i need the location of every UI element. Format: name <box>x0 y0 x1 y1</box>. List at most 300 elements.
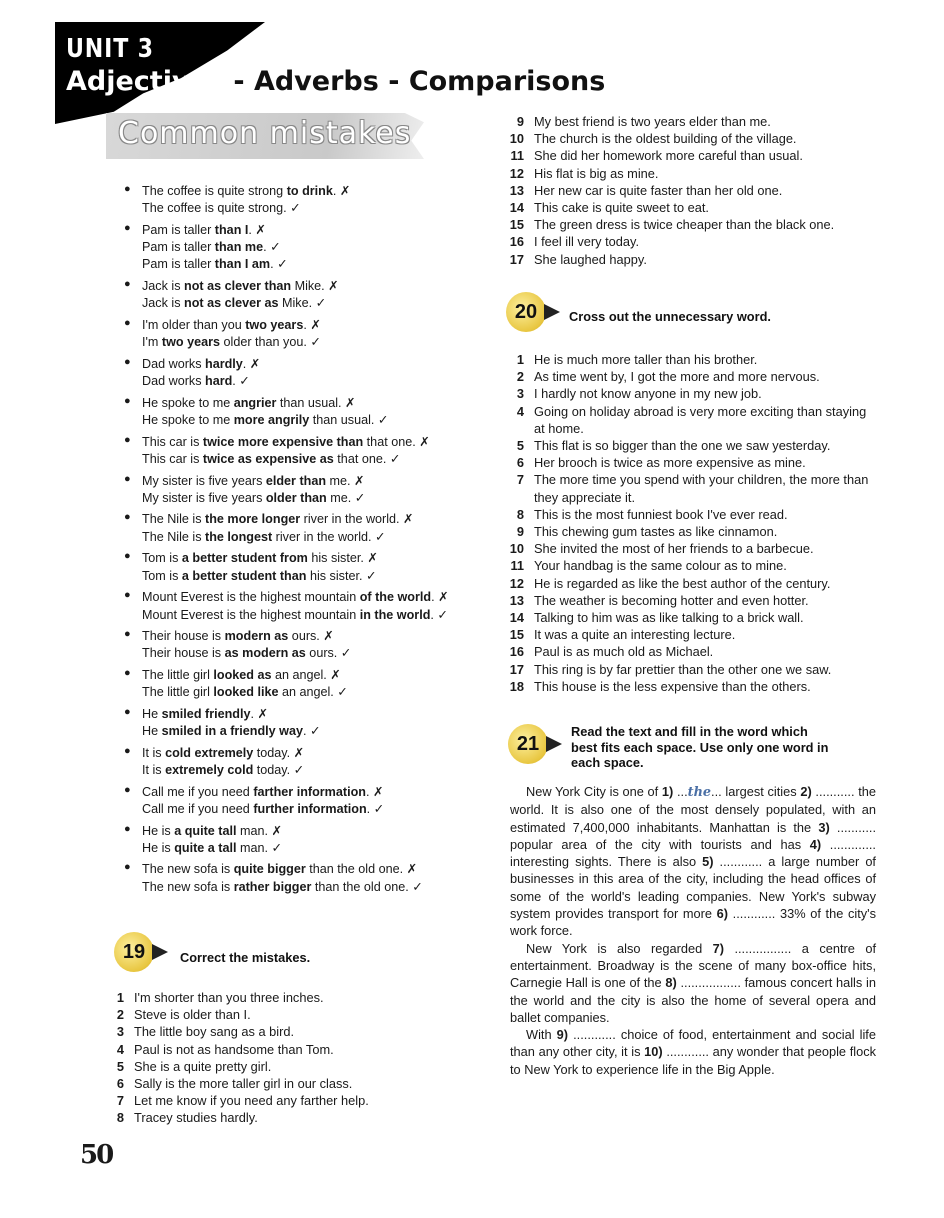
exercise-21-title-line2: best fits each space. Use only one word in <box>571 739 829 755</box>
list-item <box>506 113 886 130</box>
mistake-text: than usual. ✗ <box>276 395 356 410</box>
mistake-text: older than <box>265 490 327 505</box>
bullet-icon: ● <box>124 783 131 796</box>
mistake-line <box>142 745 494 762</box>
item-text: She did her homework more careful than usual. <box>534 148 803 164</box>
item-number: 8 <box>116 1110 124 1126</box>
list-item <box>506 368 880 385</box>
mistake-text: He spoke to me <box>142 413 234 428</box>
exercise-21-text <box>510 783 876 1078</box>
mistake-line <box>142 801 494 818</box>
text-span: New York City is one of <box>526 784 662 799</box>
item-number: 9 <box>516 524 524 540</box>
gap-number: 2) <box>800 784 812 799</box>
mistake-text: today. ✓ <box>253 763 305 778</box>
item-text: I'm shorter than you three inches. <box>134 990 324 1005</box>
mistake-text: I'm <box>142 335 162 350</box>
mistake-text: . ✓ <box>303 724 321 739</box>
bullet-icon: ● <box>124 550 131 563</box>
mistake-text: man. ✗ <box>236 823 283 838</box>
mistake-text: This car is <box>142 451 203 466</box>
text-span: New York is also regarded <box>526 940 713 956</box>
bullet-icon: ● <box>124 394 131 407</box>
mistake-text: looked as <box>213 667 272 682</box>
list-item <box>506 130 886 147</box>
exercise-19-list <box>106 989 486 1127</box>
item-text: This ring is by far prettier than the other one we saw. <box>534 661 832 677</box>
item-number: 1 <box>516 352 524 367</box>
gap-number: 9) <box>556 1027 569 1043</box>
mistake-text: quite bigger <box>233 862 306 877</box>
item-number: 2 <box>116 1007 124 1023</box>
gap-number: 7) <box>712 940 725 956</box>
mistake-text: of the world <box>359 590 432 605</box>
item-text: She laughed happy. <box>534 251 647 267</box>
mistake-line <box>142 628 494 645</box>
mistake-text: a quite tall <box>174 823 237 838</box>
item-text: This flat is so bigger than the one we saw yesterday. <box>534 438 831 454</box>
mistake-text: further information <box>253 801 367 816</box>
mistake-line <box>142 183 494 200</box>
text-span: ............ 33% of the city's work force. <box>510 906 876 939</box>
mistake-text: quite a tall <box>174 840 237 855</box>
item-text: I feel ill very today. <box>534 234 640 250</box>
mistake-item <box>124 278 494 313</box>
item-text: The church is the oldest building of the village. <box>534 131 797 147</box>
mistake-text: me. ✗ <box>326 473 365 488</box>
mistake-line <box>142 589 494 606</box>
mistake-text: The little girl <box>142 667 214 682</box>
item-text: Her new car is quite faster than her old one. <box>534 182 783 198</box>
gap-number: 5) <box>702 854 714 870</box>
item-number: 4 <box>516 403 524 419</box>
mistake-text: an angel. ✗ <box>271 667 341 682</box>
item-number: 14 <box>509 610 524 626</box>
item-number: 15 <box>509 217 524 233</box>
mistake-text: Mount Everest is the highest mountain <box>142 607 360 622</box>
mistake-text: Their house is <box>142 629 225 644</box>
exercise-21-badge: 21 <box>508 724 548 764</box>
mistake-text: elder than <box>265 473 327 488</box>
mistake-text: extremely cold <box>165 763 254 778</box>
mistake-text: I'm older than you <box>142 317 246 332</box>
exercise-21-title-line1: Read the text and fill in the word which <box>571 724 808 739</box>
item-number: 18 <box>509 678 524 694</box>
mistake-text: ours. ✗ <box>288 629 334 644</box>
text-span: With <box>526 1027 557 1043</box>
item-text: It was a quite an interesting lecture. <box>534 627 736 643</box>
exercise-21-title <box>571 724 881 771</box>
mistake-text: He spoke to me <box>142 395 234 410</box>
mistake-text: smiled friendly <box>161 706 251 721</box>
mistake-text: The Nile is <box>142 512 205 527</box>
mistake-item <box>124 317 494 352</box>
item-text: His flat is big as mine. <box>534 165 659 181</box>
mistake-line <box>142 723 494 740</box>
unit-label: UNIT 3 <box>66 34 154 64</box>
mistake-item <box>124 706 494 741</box>
page-number: 50 <box>80 1140 113 1170</box>
mistake-text: today. ✗ <box>253 745 305 760</box>
mistake-text: me. ✓ <box>326 490 366 505</box>
mistake-text: . ✓ <box>366 801 385 816</box>
mistake-text: the more longer <box>205 512 301 527</box>
list-item <box>106 1041 486 1058</box>
list-item <box>506 216 886 233</box>
mistake-text: as modern as <box>224 646 306 661</box>
list-item <box>506 437 880 454</box>
mistake-text: rather bigger <box>233 879 312 894</box>
mistake-line <box>142 412 494 429</box>
mistake-line <box>142 762 494 779</box>
example-answer: the <box>687 785 712 800</box>
text-span: ............ a large number of businesses in this area of the city, including the head offices of some of the world's leading companies. New York's subway system provides transport for more <box>510 854 876 922</box>
list-item <box>106 1092 486 1109</box>
mistake-text: Tom is <box>142 568 182 583</box>
list-item <box>506 661 880 678</box>
gap-number: 1) <box>661 784 674 799</box>
mistake-text: It is <box>142 763 166 778</box>
mistake-text: Pam is taller <box>142 257 215 272</box>
mistake-line <box>142 667 494 684</box>
mistake-text: Their house is <box>142 646 225 661</box>
mistake-text: . ✗ <box>332 184 351 198</box>
item-text: She is a quite pretty girl. <box>134 1058 272 1074</box>
mistake-line <box>142 434 494 451</box>
text-span: ........... popular area of the city with tourists and has <box>510 819 877 852</box>
text-span: ........... the world. It is also one of the most densely populated, with an estimated 7,400,000 inhabitants. Manhattan is the <box>510 784 876 835</box>
list-item <box>506 557 880 574</box>
mistake-text: man. ✓ <box>236 840 283 855</box>
mistake-text: Jack is <box>142 296 184 311</box>
mistake-text: ours. ✓ <box>305 646 352 661</box>
mistake-text: Mike. ✓ <box>278 296 327 311</box>
mistake-line <box>142 511 494 528</box>
bullet-icon: ● <box>124 278 131 291</box>
item-number: 7 <box>116 1093 124 1109</box>
mistake-text: My sister is five years <box>142 473 266 488</box>
bullet-icon: ● <box>124 628 131 641</box>
mistake-text: . ✓ <box>232 374 250 389</box>
item-number: 6 <box>516 455 524 471</box>
item-text: The more time you spend with your children, the more than they appreciate it. <box>534 472 869 505</box>
mistake-text: looked like <box>213 685 279 700</box>
mistake-item <box>124 628 494 663</box>
mistake-line <box>142 295 494 312</box>
item-text: This cake is quite sweet to eat. <box>534 200 709 216</box>
bullet-icon: ● <box>124 822 131 835</box>
mistake-text: . ✗ <box>365 784 384 799</box>
mistake-text: river in the world. ✓ <box>272 529 386 544</box>
mistake-line <box>142 784 494 801</box>
item-text: Steve is older than I. <box>134 1007 251 1023</box>
mistake-text: . ✓ <box>430 607 448 622</box>
item-number: 3 <box>116 1024 124 1040</box>
mistake-text: . ✗ <box>431 590 449 605</box>
mistake-text: twice more expensive than <box>202 434 364 449</box>
mistake-text: more angrily <box>233 413 310 428</box>
mistake-text: Tom is <box>142 551 182 566</box>
mistake-text: Call me if you need <box>142 784 254 799</box>
item-number: 12 <box>509 575 524 591</box>
mistake-text: The new sofa is <box>142 879 234 894</box>
gap-number: 10) <box>644 1044 663 1060</box>
mistake-text: The coffee is quite strong. ✓ <box>142 201 301 216</box>
mistake-line <box>142 239 494 256</box>
bullet-icon: ● <box>124 183 131 195</box>
mistake-line <box>142 840 494 857</box>
bullet-icon: ● <box>124 355 131 368</box>
list-item <box>106 1075 486 1092</box>
list-item <box>506 523 880 540</box>
mistake-text: Mount Everest is the highest mountain <box>142 590 360 605</box>
item-text: He is much more taller than his brother. <box>534 352 758 367</box>
item-number: 13 <box>509 592 524 608</box>
mistake-item <box>124 395 494 430</box>
list-item <box>506 182 886 199</box>
mistake-text: that one. ✗ <box>363 434 430 449</box>
item-text: She invited the most of her friends to a barbecue. <box>534 541 814 557</box>
item-number: 17 <box>509 251 524 267</box>
list-item <box>106 1023 486 1040</box>
title-part1: Adjectives <box>66 66 224 97</box>
mistake-text: not as clever as <box>184 296 279 311</box>
mistake-line <box>142 222 494 239</box>
exercise-19-title: Correct the mistakes. <box>180 950 311 965</box>
mistake-text: The new sofa is <box>142 862 234 877</box>
item-text: Talking to him was as like talking to a brick wall. <box>534 610 804 626</box>
item-number: 11 <box>510 148 524 164</box>
mistake-text: . ✓ <box>270 257 288 272</box>
item-number: 12 <box>509 165 524 181</box>
mistake-text: that one. ✓ <box>333 451 401 466</box>
list-item <box>506 506 880 523</box>
item-text: The green dress is twice cheaper than the black one. <box>534 217 835 233</box>
mistake-text: older than you. ✓ <box>220 335 321 350</box>
mistake-text: . ✓ <box>263 240 281 255</box>
mistake-item <box>124 473 494 508</box>
mistake-line <box>142 334 494 351</box>
mistake-text: than I <box>214 222 249 237</box>
paragraph-1: New York City is one of 1) ...the... largest cities 2) ........... the world. It is also one of the most densely populated, with an estimated 7,400,000 inhabitants. Manhattan is the 3) ........... popular area of the city with tourists and has 4) ............. interesting sights. There is also 5) ............ a large number of businesses in this area of the city, including the head offices of some of the world's leading companies. New York's subway system provides transport for more 6) ............ 33% of the city's work force. <box>510 784 877 939</box>
mistake-text: than I am <box>214 257 271 272</box>
item-text: Let me know if you need any farther help. <box>134 1093 369 1109</box>
mistake-text: two years <box>245 317 304 332</box>
list-item <box>106 989 486 1006</box>
item-number: 3 <box>516 386 524 402</box>
item-number: 2 <box>516 369 524 385</box>
exercise-21-title-line3: each space. <box>571 755 644 770</box>
list-item <box>106 1109 486 1126</box>
mistake-line <box>142 373 494 390</box>
gap-number: 3) <box>818 819 830 835</box>
mistake-line <box>142 684 494 701</box>
mistake-text: not as clever than <box>184 279 292 294</box>
mistake-line <box>142 879 494 896</box>
item-number: 5 <box>116 1058 124 1074</box>
mistake-item <box>124 861 494 896</box>
item-text: Sally is the more taller girl in our class. <box>134 1076 353 1092</box>
list-item <box>506 540 880 557</box>
mistake-text: the longest <box>205 529 273 544</box>
mistake-text: hardly <box>205 356 243 371</box>
mistake-text: . ✗ <box>303 317 321 332</box>
item-number: 5 <box>516 438 524 454</box>
paragraph-3 <box>510 1026 876 1078</box>
gap-number: 6) <box>716 906 729 922</box>
item-text: Paul is as much old as Michael. <box>534 644 714 660</box>
item-number: 10 <box>509 131 524 147</box>
mistake-text: angrier <box>233 395 277 410</box>
item-text: This chewing gum tastes as like cinnamon. <box>534 524 778 540</box>
list-item <box>506 471 880 505</box>
mistake-line <box>142 473 494 490</box>
list-item <box>506 165 886 182</box>
text-span: ................ a centre of entertainment. Broadway is the scene of many box-office hits, Carnegie Hall is one of the <box>510 940 876 991</box>
title-part2: - Adverbs - Comparisons <box>223 66 606 97</box>
item-number: 16 <box>509 644 524 660</box>
list-item <box>506 251 886 268</box>
mistake-line <box>142 645 494 662</box>
common-mistakes-heading: Common mistakes <box>118 116 412 151</box>
mistake-text: Mike. ✗ <box>291 279 339 294</box>
mistake-line <box>142 395 494 412</box>
mistake-text: He is <box>142 823 175 838</box>
bullet-icon: ● <box>124 666 131 679</box>
bullet-icon: ● <box>124 221 131 234</box>
list-item <box>506 233 886 250</box>
mistake-item <box>124 745 494 780</box>
mistake-text: an angel. ✓ <box>278 685 348 700</box>
exercise-20-badge: 20 <box>506 292 546 332</box>
mistake-text: than me <box>214 240 264 255</box>
mistake-line <box>142 861 494 878</box>
gap-number: 4) <box>809 836 822 852</box>
mistake-item <box>124 823 494 858</box>
mistake-text: Pam is taller <box>142 222 215 237</box>
list-item <box>506 592 880 609</box>
mistake-text: He is <box>142 840 175 855</box>
bullet-icon: ● <box>124 433 131 446</box>
mistake-text: He <box>142 724 162 739</box>
mistake-line <box>142 317 494 334</box>
mistake-line <box>142 706 494 723</box>
mistake-line <box>142 256 494 273</box>
mistake-item <box>124 183 494 218</box>
mistake-line <box>142 550 494 567</box>
mistake-text: a better student than <box>181 568 307 583</box>
list-item <box>506 626 880 643</box>
mistake-text: The coffee is quite strong <box>142 184 287 198</box>
bullet-icon: ● <box>124 705 131 718</box>
mistake-text: a better student from <box>181 551 308 566</box>
paragraph-2 <box>510 940 876 1026</box>
mistakes-list <box>124 183 494 900</box>
mistake-line <box>142 607 494 624</box>
mistake-text: twice as expensive as <box>202 451 334 466</box>
mistake-text: . ✗ <box>248 222 266 237</box>
text-span: ............ choice of food, entertainment and social life than any other city, it is <box>510 1027 876 1060</box>
mistake-text: to drink <box>286 184 333 198</box>
mistake-item <box>124 667 494 702</box>
item-number: 8 <box>516 506 524 522</box>
item-number: 1 <box>116 990 124 1005</box>
mistake-text: Pam is taller <box>142 240 215 255</box>
mistake-line <box>142 200 494 217</box>
item-number: 9 <box>516 114 524 129</box>
bullet-icon: ● <box>124 861 131 874</box>
mistake-text: Dad works <box>142 356 205 371</box>
item-text: Paul is not as handsome than Tom. <box>134 1041 334 1057</box>
mistake-text: river in the world. ✗ <box>300 512 414 527</box>
mistake-item <box>124 434 494 469</box>
bullet-icon: ● <box>124 511 131 524</box>
exercise-19-list-continued <box>506 113 886 268</box>
mistake-text: in the world <box>359 607 431 622</box>
mistake-text: farther information <box>253 784 366 799</box>
item-text: As time went by, I got the more and more nervous. <box>534 369 820 385</box>
bullet-icon: ● <box>124 472 131 485</box>
item-number: 6 <box>116 1076 124 1092</box>
mistake-item <box>124 550 494 585</box>
item-text: This is the most funniest book I've ever read. <box>534 506 788 522</box>
text-span: ................. famous concert halls in the world and the city is also the home of several opera and ballet companies. <box>510 975 876 1025</box>
mistake-text: . ✗ <box>242 356 261 371</box>
mistake-line <box>142 568 494 585</box>
list-item <box>506 147 886 164</box>
item-number: 13 <box>509 182 524 198</box>
item-text: Her brooch is twice as more expensive as mine. <box>534 455 806 471</box>
mistake-item <box>124 511 494 546</box>
mistake-item <box>124 784 494 819</box>
exercise-19-badge: 19 <box>114 932 154 972</box>
mistake-text: Jack is <box>142 279 184 294</box>
item-text: My best friend is two years elder than me. <box>534 114 771 129</box>
list-item <box>106 1006 486 1023</box>
mistake-text: his sister. ✗ <box>307 551 378 566</box>
mistake-text: The little girl <box>142 685 214 700</box>
mistake-text: My sister is five years <box>142 490 266 505</box>
text-span: ............ any wonder that people flock to New York to experience life in the Big Apple. <box>510 1044 877 1077</box>
item-number: 7 <box>516 472 524 488</box>
exercise-20-title: Cross out the unnecessary word. <box>569 309 771 324</box>
list-item <box>506 199 886 216</box>
text-span: largest cities <box>721 784 801 799</box>
mistake-line <box>142 490 494 507</box>
list-item <box>506 403 880 437</box>
page-title <box>66 66 605 97</box>
item-number: 11 <box>510 558 524 574</box>
list-item <box>506 678 880 695</box>
mistake-text: This car is <box>142 434 203 449</box>
item-text: Your handbag is the same colour as to mine. <box>534 558 787 574</box>
item-text: The little boy sang as a bird. <box>134 1024 295 1040</box>
item-number: 14 <box>509 200 524 216</box>
item-text: The weather is becoming hotter and even hotter. <box>534 592 809 608</box>
list-item <box>506 351 880 368</box>
mistake-line <box>142 356 494 373</box>
text-span: ............. interesting sights. There is also <box>510 836 876 870</box>
mistake-text: Dad works <box>142 374 205 389</box>
mistake-text: The Nile is <box>142 529 205 544</box>
mistake-text: than the old one. ✗ <box>305 862 418 877</box>
mistake-text: . ✗ <box>250 706 269 721</box>
mistake-text: hard <box>205 374 233 389</box>
bullet-icon: ● <box>124 316 131 329</box>
item-number: 17 <box>509 661 524 677</box>
item-text: I hardly not know anyone in my new job. <box>534 386 762 402</box>
mistake-line <box>142 823 494 840</box>
